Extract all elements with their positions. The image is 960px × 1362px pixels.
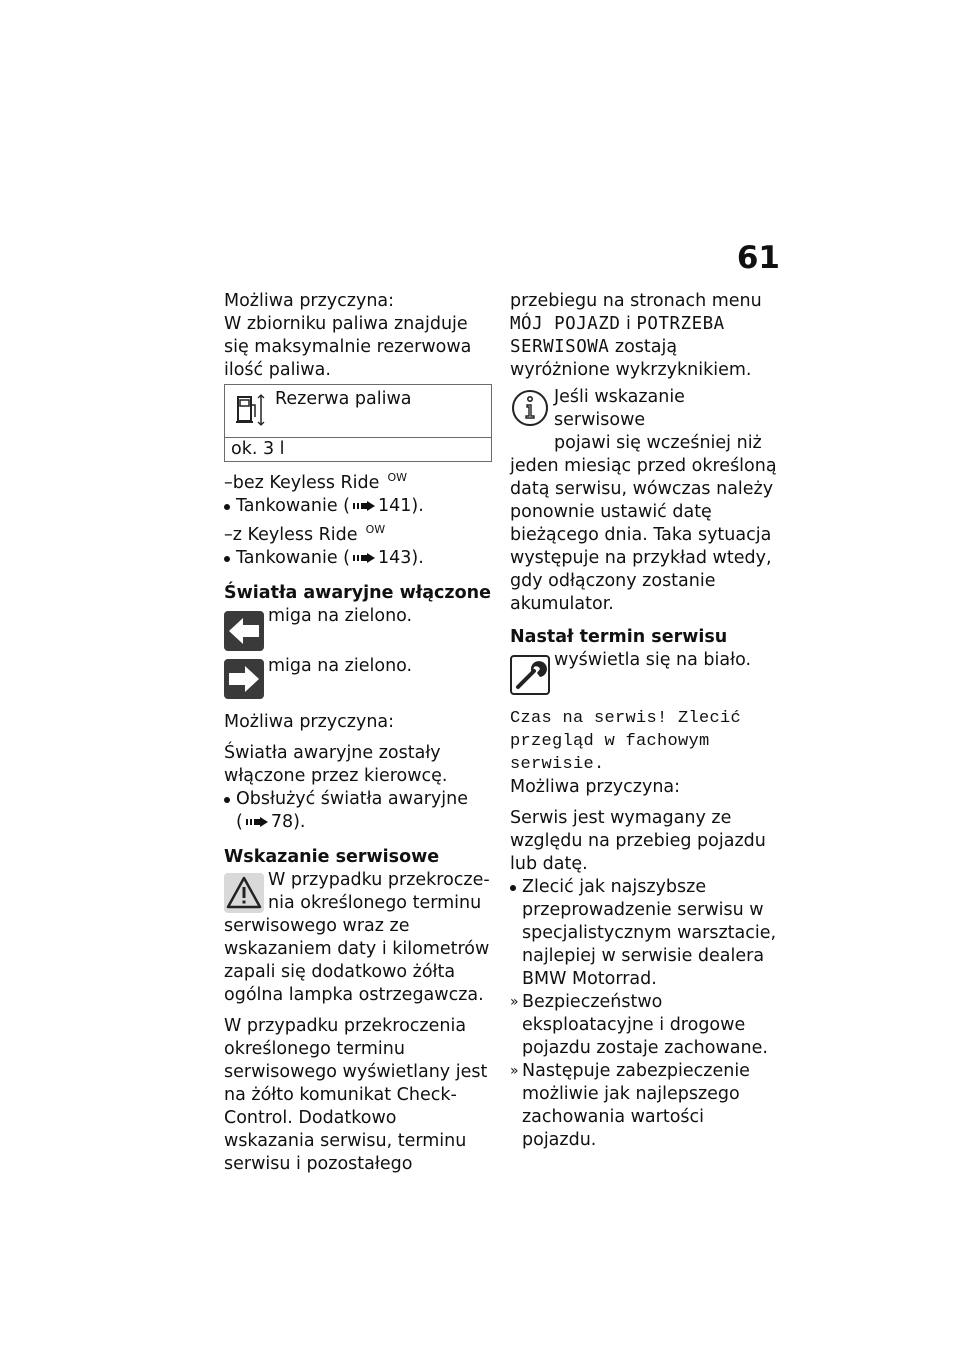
right-indicator-row [224,655,492,703]
refuel-page-link-1[interactable]: 141). [377,495,424,516]
result-item: » Bezpieczeństwo eksploatacyjne i drogowe pojazdu zostaje zachowane. [510,992,768,1058]
fuel-reserve-table [224,384,492,462]
page-number: 61 [736,240,780,276]
fuel-reserve-label: Rezerwa paliwa [275,389,412,409]
refuel-bullet-2: Tankowanie ( 143). [224,547,492,570]
info-icon [510,388,550,428]
hazard-heading: Światła awaryjne włączone [224,582,491,603]
result-item: » Następuje zabezpieczenie możliwie jak najlepszego zachowania wartości pojazdu. [510,1061,750,1150]
service-text-2: W przypadku przekroczenia określonego terminu serwisowego wyświetlany jest na żółto komunikat Check-Control. Dodatkowo wskazania serwisu, terminu serwisu i pozostałego [224,1015,488,1174]
refuel-bullet-1: Tankowanie ( 141). [224,495,492,518]
variant-without-keyless: –bez Keyless Ride $^{OW}$ [224,471,407,493]
hazard-operate-ref: ( 78). [236,811,306,832]
menu-name-my-vehicle: MÓJ POJAZD [510,314,621,334]
cause-label: Możliwa przyczyna: [224,291,395,311]
wrench-text: wyświetla się na biało. [554,650,752,670]
ow-marker: OW [365,522,386,536]
right-column [510,290,780,1152]
service-text: serwisowego wraz ze wskazaniem daty i kilometrów zapali się dodatkowo żółta ogólna lampka ostrzegawcza. [224,915,490,1005]
page-reference-arrow-icon [353,553,375,563]
warning-row: W przypadku przekrocze- nia określonego terminu [224,869,492,915]
general-warning-icon [224,873,264,913]
info-text: jeden miesiąc przed określoną datą serwisu, wówczas należy ponownie ustawić datę bieżącego dnia. Taka sytuacja występuje na przykład wtedy, gdy odłączony zostanie akumulator. [510,456,777,614]
info-row: Jeśli wskazanie serwisowe pojawi się wcześniej niż [510,386,780,455]
cause-label: Możliwa przyczyna: [510,777,681,797]
cause-text: Serwis jest wymagany ze względu na przebieg pojazdu lub datę. [510,808,766,874]
service-due-heading: Nastał termin serwisu [510,627,728,647]
result-arrow-icon: » [510,1063,519,1079]
right-arrow-indicator-icon [224,659,264,699]
right-indicator-text: miga na zielono. [268,655,413,676]
left-arrow-indicator-icon [224,611,264,651]
fuel-pump-reserve-icon [235,393,265,427]
ow-marker: OW [387,471,407,484]
left-column [224,290,492,1176]
cause-label: Możliwa przyczyna: [224,711,395,732]
menu-name-service-need: POTRZEBA SERWISOWA [510,314,725,357]
variant-with-keyless: –z Keyless Ride $^{OW}$ [224,522,386,545]
page-reference-arrow-icon [353,501,375,511]
fuel-reserve-value: ok. 3 l [231,439,285,459]
refuel-page-link-2[interactable]: 143). [377,547,424,568]
left-indicator-row [224,605,492,655]
wrench-icon [510,655,550,695]
hazard-operate-bullet: Obsłużyć światła awaryjne [224,788,492,811]
hazard-page-link[interactable]: 78). [270,811,306,832]
left-indicator-text: miga na zielono. [268,605,413,626]
service-heading: Wskazanie serwisowe [224,846,440,867]
wrench-row [510,649,780,701]
fuel-reserve-header [225,385,491,438]
check-control-message: Czas na serwis! Zlecić przegląd w fachowym serwisie. [510,709,742,774]
cause-text: Światła awaryjne zostały włączone przez kierowcę. [224,742,448,786]
service-bullet: Zlecić jak najszybsze przeprowadzenie serwisu w specjalistycznym warsztacie, najlepiej w serwisie dealera BMW Motorrad. [510,876,780,991]
menu-text: przebiegu na stronach menu MÓJ POJAZD i POTRZEBA SERWISOWA zostają wyróżnione wykrzyknikiem. [510,291,762,380]
result-arrow-icon: » [510,994,519,1010]
cause-text: W zbiorniku paliwa znajduje się maksymalnie rezerwowa ilość paliwa. [224,314,472,380]
page-reference-arrow-icon [246,817,268,827]
